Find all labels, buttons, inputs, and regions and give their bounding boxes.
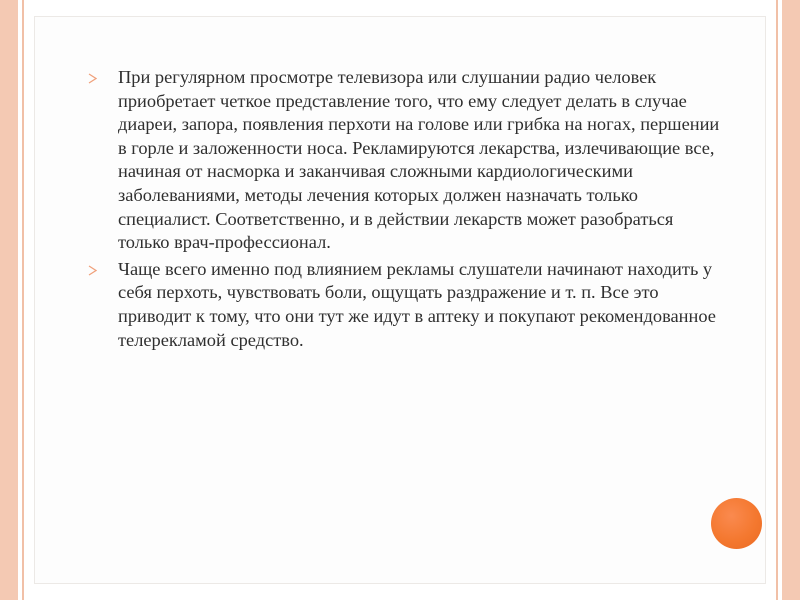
slide-body [88,66,728,355]
right-border-band [782,0,800,600]
orange-circle-icon [711,498,762,549]
bullet-icon [88,73,97,84]
bullet-text: При регулярном просмотре телевизора или слушании радио человек приобретает четкое представление того, что ему следует делать в случае диареи, запора, появления перхоти на голове или грибка на ногах, першении в горле и заложенности носа. Рекламируются лекарства, излечивающие все, начиная от насморка и заканчивая сложными кардиологическими заболеваниями, методы лечения которых должен назначать только специалист. Соответственно, и в действии лекарств может разобраться только врач-профессионал. [118,67,720,253]
bullet-text: Чаще всего именно под влиянием рекламы слушатели начинают находить у себя перхоть, чувствовать боли, ощущать раздражение и т. п. Все это приводит к тому, что они тут же идут в аптеку и покупают рекомендованное телерекламой средство. [118,258,716,350]
left-border-line [22,0,24,600]
bullet-icon [88,265,97,276]
right-border-line [776,0,778,600]
bullet-item [88,258,728,352]
left-border-band [0,0,18,600]
bullet-item [88,66,728,255]
